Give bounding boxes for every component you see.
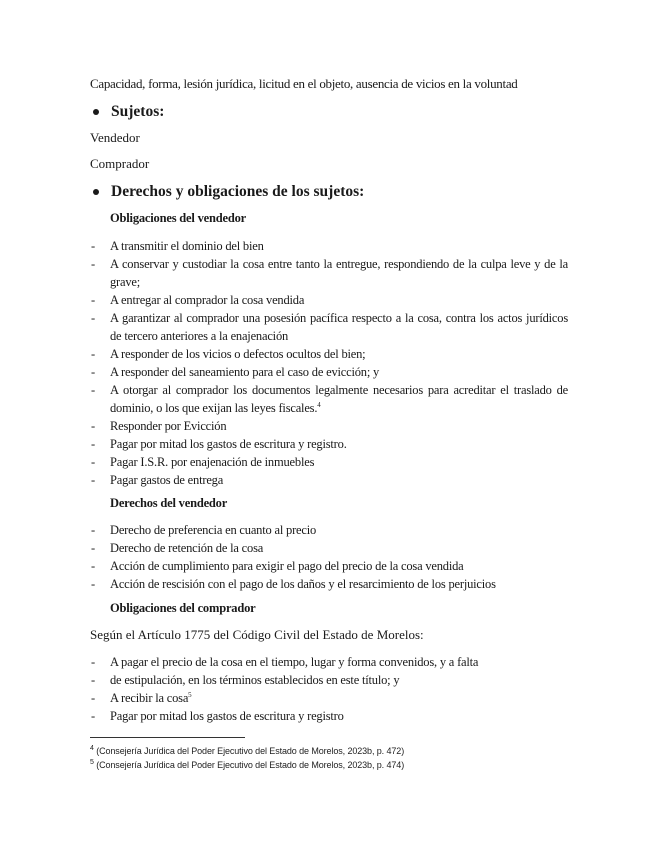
list-item: - Pagar gastos de entrega [90,471,568,489]
list-item-text: A recibir la cosa [110,691,189,705]
derechos-heading-text: Derechos y obligaciones de los sujetos: [111,183,365,200]
footnote [90,758,404,772]
list-item: - Pagar por mitad los gastos de escritura y registro. [90,435,568,453]
list-item: - A entregar al comprador la cosa vendida [90,291,568,309]
intro-paragraph: Capacidad, forma, lesión jurídica, licitud en el objeto, ausencia de vicios en la voluntad [90,76,518,91]
derechos-vendedor-list [90,521,568,593]
list-item: - Acción de rescisión con el pago de los daños y el resarcimiento de los perjuicios [90,575,568,593]
footnote-text: (Consejería Jurídica del Poder Ejecutivo del Estado de Morelos, 2023b, p. 474) [96,760,405,770]
list-item: - A pagar el precio de la cosa en el tiempo, lugar y forma convenidos, y a falta [90,653,568,671]
bullet-icon [93,189,99,195]
obligaciones-vendedor-list [90,237,568,489]
footnote-number: 5 [90,759,94,766]
list-item: - Derecho de retención de la cosa [90,539,568,557]
list-item: - A garantizar al comprador una posesión pacífica respecto a la cosa, contra los actos jurídicos de tercero anteriores a la enajenación [90,309,568,345]
footnotes [90,744,404,772]
list-item: - Acción de cumplimiento para exigir el pago del precio de la cosa vendida [90,557,568,575]
sujeto-vendedor: Vendedor [90,130,140,145]
list-item [90,381,568,417]
sujetos-heading-text: Sujetos: [111,103,165,120]
obligaciones-comprador-intro: Según el Artículo 1775 del Código Civil del Estado de Morelos: [90,627,424,642]
list-item: - Pagar por mitad los gastos de escritura y registro [90,707,568,725]
footnote-separator [90,737,245,738]
list-item [90,689,568,707]
list-item: - Pagar I.S.R. por enajenación de inmuebles [90,453,568,471]
list-item: - Derecho de preferencia en cuanto al precio [90,521,568,539]
obligaciones-vendedor-title: Obligaciones del vendedor [110,211,246,225]
list-item: - A responder de los vicios o defectos ocultos del bien; [90,345,568,363]
list-item: - de estipulación, en los términos establecidos en este título; y [90,671,568,689]
derechos-vendedor-title: Derechos del vendedor [110,496,228,510]
derechos-heading [90,183,364,201]
list-item: - A conservar y custodiar la cosa entre tanto la entregue, respondiendo de la culpa leve y de la grave; [90,255,568,291]
obligaciones-comprador-title: Obligaciones del comprador [110,601,256,615]
list-item: - Responder por Evicción [90,417,568,435]
sujeto-comprador: Comprador [90,156,150,171]
footnote-ref: 5 [188,690,192,699]
footnote-text: (Consejería Jurídica del Poder Ejecutivo del Estado de Morelos, 2023b, p. 472) [96,746,405,756]
footnote [90,744,404,758]
footnote-number: 4 [90,745,94,752]
obligaciones-comprador-list [90,653,568,725]
list-item: - A responder del saneamiento para el caso de evicción; y [90,363,568,381]
list-item-text: A otorgar al comprador los documentos legalmente necesarios para acreditar el traslado de dominio, o los que exijan las leyes fiscales. [110,383,568,415]
sujetos-heading [90,103,164,121]
list-item: - A transmitir el dominio del bien [90,237,568,255]
footnote-ref: 4 [317,400,321,409]
bullet-icon [93,109,99,115]
